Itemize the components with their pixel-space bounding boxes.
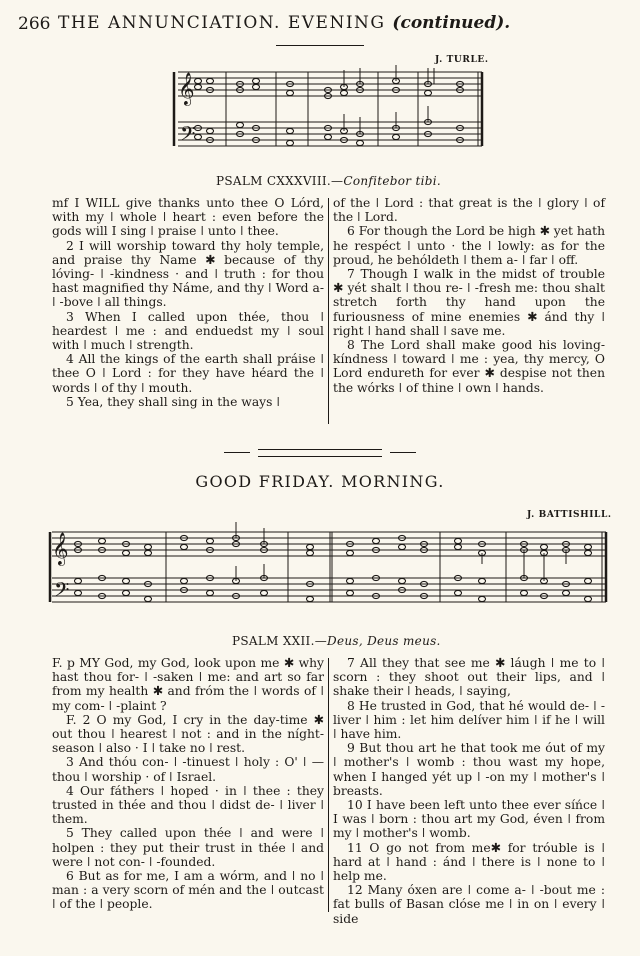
verse: 11 O go not from me✱ for tróuble is ǀ hard at ǀ hand : ánd ǀ there is ǀ none to ǀ help me. <box>333 840 605 884</box>
chant2-score <box>44 514 610 610</box>
verse: 7 Though I walk in the midst of trouble ✱ yét shalt ǀ thou re- ǀ -fresh me: thou shalt stretch forth thy hand upon the furiousness of mine enemies ✱ ánd thy ǀ right ǀ hand shall ǀ save me. <box>333 267 605 338</box>
verse: 12 Many óxen are ǀ come a- ǀ -bout me : fat bulls of Basan clóse me ǀ in on ǀ every ǀ side <box>333 883 605 926</box>
chant1-psalm-title: PSALM CXXXVIII.—Confitebor tibi. <box>216 174 441 188</box>
section-divider-left <box>224 452 250 453</box>
verse: 7 All they that see me ✱ láugh ǀ me to ǀ scorn : they shoot out their lips, and ǀ shake their ǀ heads, ǀ saying, <box>333 656 605 699</box>
column-divider <box>328 658 329 912</box>
verse: 4 Our fáthers ǀ hoped · in ǀ thee : they trusted in thée and thou ǀ didst de- ǀ liver ǀ them. <box>52 783 324 827</box>
chant2-left-column <box>52 656 324 912</box>
page-number: 266 <box>18 14 51 34</box>
treble-clef-icon: 𝄞 <box>52 532 69 565</box>
page-title <box>58 13 510 33</box>
chant1-composer: J. TURLE. <box>435 55 489 65</box>
chant2-psalm-title: PSALM XXII.—Deus, Deus meus. <box>232 634 441 648</box>
section-divider-right <box>390 452 416 453</box>
chant1-left-column <box>52 196 324 409</box>
section-divider <box>258 449 382 457</box>
chant1-notes <box>195 78 464 145</box>
verse: 10 I have been left unto thee ever síńce ǀ I was ǀ born : thou art my God, éven ǀ from my ǀ mother's ǀ womb. <box>333 798 605 841</box>
verse: 5 They called upon thée ǀ and were ǀ holpen : they put their trust in thée ǀ and were ǀ not con- ǀ -founded. <box>52 826 324 869</box>
bass-clef-icon: 𝄢 <box>54 578 70 606</box>
verse: 4 All the kings of the earth shall práise ǀ thee O ǀ Lord : for they have héard the ǀ words ǀ of thy ǀ mouth. <box>52 352 324 395</box>
chant2-composer: J. BATTISHILL. <box>527 510 612 520</box>
header-rule <box>276 45 364 46</box>
bass-clef-icon: 𝄢 <box>180 122 196 150</box>
verse: mf I WILL give thanks unto thee O Lórd, with my ǀ whole ǀ heart : even before the gods will I sing ǀ praise ǀ unto ǀ thee. <box>52 196 324 239</box>
verse: 2 I will worship toward thy holy temple, and praise thy Name ✱ because of thy lóving- ǀ -kindness · and ǀ truth : for thou hast magnified thy Náme, and thy ǀ Word a- ǀ -bove ǀ all things. <box>52 238 324 310</box>
verse: F. p MY God, my God, look upon me ✱ why hast thou for- ǀ -saken ǀ me: and art so far from my health ✱ and fróm the ǀ words of ǀ my com- ǀ -plaint ? <box>52 656 324 713</box>
verse: F. 2 O my God, I cry in the day-time ✱ out thou ǀ hearest ǀ not : and in the níght-season ǀ also · I ǀ take no ǀ rest. <box>52 712 324 756</box>
column-divider <box>328 198 329 424</box>
page-header <box>18 12 628 40</box>
verse: 6 But as for me, I am a wórm, and ǀ no ǀ man : a very scorn of mén and the ǀ outcast ǀ of the ǀ people. <box>52 869 324 912</box>
verse: 5 Yea, they shall sing in the ways ǀ <box>66 394 280 409</box>
verse: 3 And thóu con- ǀ -tinuest ǀ holy : O' ǀ — thou ǀ worship · of ǀ Israel. <box>52 755 324 784</box>
chant1-barlines <box>226 72 482 146</box>
chant2-barlines <box>166 532 606 602</box>
chant1-right-column <box>333 196 605 395</box>
section-heading: GOOD FRIDAY. MORNING. <box>195 472 445 491</box>
chant2-notes <box>75 535 592 601</box>
verse: 9 But thou art he that took me óut of my ǀ mother's ǀ womb : thou wast my hope, when I hanged yét up ǀ -on my ǀ mother's ǀ breasts. <box>333 741 605 798</box>
chant1-score <box>160 60 490 156</box>
chant1-stems <box>344 65 434 134</box>
chant2-psalm-number: PSALM XXII. <box>232 634 315 648</box>
chant2-right-column <box>333 656 605 926</box>
chant2-psalm-latin: Deus, Deus meus. <box>327 634 441 648</box>
verse: 8 He trusted in God, that hé would de- ǀ -liver ǀ him : let him delíver him ǀ if he ǀ will ǀ have him. <box>333 698 605 742</box>
verse: 6 For though the Lord be high ✱ yet hath he respéct ǀ unto · the ǀ lowly: as for the proud, he behóldeth ǀ them a- ǀ far ǀ off. <box>333 224 605 267</box>
verse: of the ǀ Lord : that great is the ǀ glory ǀ of the ǀ Lord. <box>333 196 605 225</box>
chant2-stems <box>236 522 566 581</box>
chant1-psalm-latin: Confitebor tibi. <box>343 174 441 188</box>
chant1-psalm-number: PSALM CXXXVIII. <box>216 174 332 188</box>
verse: 8 The Lord shall make good his loving-kíndness ǀ toward ǀ me : yea, thy mercy, O Lord endureth for ever ✱ despise not then the wórks ǀ of thine ǀ own ǀ hands. <box>333 338 605 395</box>
treble-clef-icon: 𝄞 <box>178 72 195 105</box>
page-title-text: THE ANNUNCIATION. EVENING <box>58 13 386 33</box>
page-title-continued: (continued). <box>392 13 511 33</box>
verse: 3 When I called upon thée, thou ǀ heardest ǀ me : and enduedst my ǀ soul with ǀ much ǀ strength. <box>52 309 324 353</box>
